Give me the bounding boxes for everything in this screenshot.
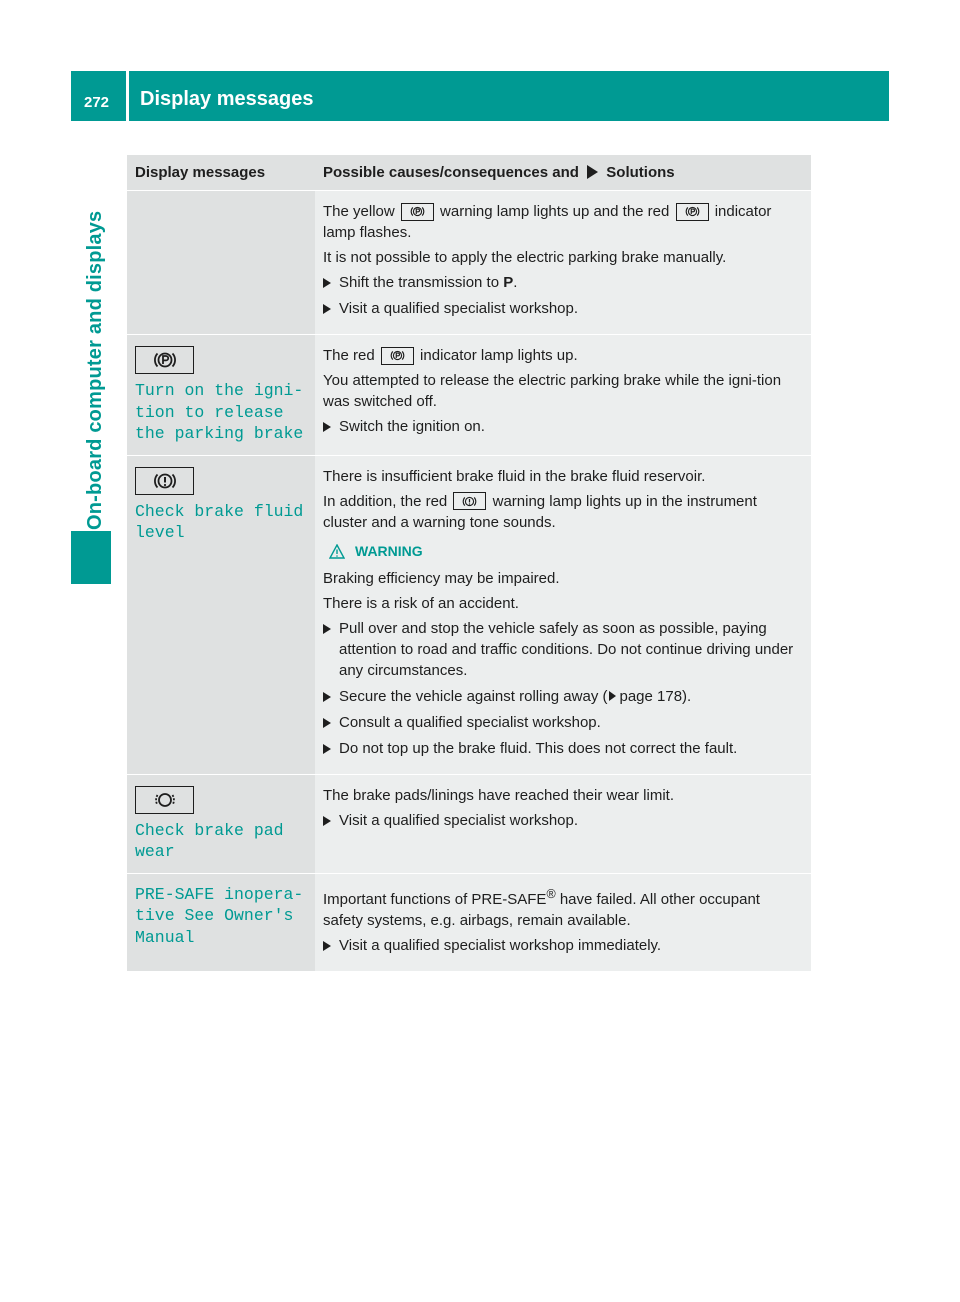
parking-brake-icon <box>676 203 709 221</box>
brake-fluid-icon <box>453 492 486 510</box>
solution-step: Secure the vehicle against rolling away ( page 178). <box>323 686 804 707</box>
table-row <box>127 774 811 873</box>
solution-step: Pull over and stop the vehicle safely as soon as possible, paying attention to road and traffic conditions. Do not continue driving under any circumstances. <box>323 618 804 681</box>
display-message-text: PRE-SAFE inopera- tive See Owner's Manual <box>135 884 304 947</box>
column-header-causes-solutions <box>315 155 811 191</box>
page-title: Display messages <box>140 88 314 110</box>
table-row <box>127 873 811 971</box>
page-reference-icon <box>609 691 616 701</box>
step-arrow-icon <box>323 304 331 314</box>
cause-text: The brake pads/linings have reached their wear limit. <box>323 786 675 804</box>
display-message-text: Check brake fluid level <box>135 501 304 542</box>
warning-triangle-icon <box>329 544 345 559</box>
step-arrow-icon <box>323 744 331 754</box>
page-reference-link[interactable]: page 178). <box>619 687 692 705</box>
solution-step: Consult a qualified specialist workshop. <box>323 712 804 733</box>
section-tab-marker <box>71 531 111 584</box>
table-row <box>127 455 811 774</box>
display-message-cell <box>127 455 315 774</box>
parking-brake-icon <box>401 203 434 221</box>
header-divider <box>126 71 129 121</box>
step-arrow-icon <box>323 624 331 634</box>
step-arrow-icon <box>323 816 331 826</box>
causes-solutions-cell <box>315 455 811 774</box>
brake-pad-wear-icon <box>135 786 194 814</box>
consequence-text: You attempted to release the electric parking brake while the igni-tion was switched off. <box>323 372 782 410</box>
warning-text: There is a risk of an accident. <box>323 594 519 612</box>
parking-brake-icon <box>135 346 194 374</box>
solution-step: Visit a qualified specialist workshop. <box>323 298 804 319</box>
solution-step: Visit a qualified specialist workshop. <box>323 810 804 831</box>
cause-text: The red indicator lamp lights up. <box>323 347 578 364</box>
warning-heading: WARNING <box>323 541 804 562</box>
cause-text: Important functions of PRE-SAFE® have failed. All other occupant safety systems, e.g. airbags, remain available. <box>323 886 760 929</box>
display-message-text: Turn on the igni- tion to release the parking brake <box>135 381 304 443</box>
display-message-cell <box>127 335 315 456</box>
column-header-solutions-text: Solutions <box>606 164 675 181</box>
step-arrow-icon <box>323 718 331 728</box>
display-message-cell <box>127 191 315 335</box>
cause-text: The yellow warning lamp lights up and the red indicator lamp flashes. <box>323 203 772 241</box>
table-row <box>127 335 811 456</box>
causes-solutions-cell <box>315 191 811 335</box>
table-header-row <box>127 155 811 191</box>
consequence-text: It is not possible to apply the electric parking brake manually. <box>323 249 727 266</box>
display-message-cell <box>127 873 315 971</box>
solution-step: Shift the transmission to P. <box>323 272 804 293</box>
display-message-text: Check brake pad wear <box>135 820 284 861</box>
consequence-text: In addition, the red warning lamp lights up in the instrument cluster and a warning tone sounds. <box>323 492 757 531</box>
section-side-label: On-board computer and displays <box>84 210 106 530</box>
warning-text: Braking efficiency may be impaired. <box>323 569 560 587</box>
causes-solutions-cell <box>315 335 811 456</box>
causes-solutions-cell <box>315 774 811 873</box>
solutions-arrow-icon <box>587 165 598 179</box>
solution-step: Do not top up the brake fluid. This does not correct the fault. <box>323 738 804 759</box>
cause-text: There is insufficient brake fluid in the brake fluid reservoir. <box>323 467 706 485</box>
table-row <box>127 191 811 335</box>
step-arrow-icon <box>323 278 331 288</box>
display-messages-table <box>127 155 811 972</box>
column-header-display-messages: Display messages <box>127 155 315 191</box>
causes-solutions-cell <box>315 873 811 971</box>
parking-brake-icon <box>381 347 414 365</box>
brake-fluid-icon <box>135 467 194 495</box>
step-arrow-icon <box>323 941 331 951</box>
step-arrow-icon <box>323 692 331 702</box>
display-message-cell <box>127 774 315 873</box>
page-number: 272 <box>84 94 110 111</box>
column-header-causes-text: Possible causes/consequences and <box>323 164 579 181</box>
step-arrow-icon <box>323 422 331 432</box>
solution-step: Visit a qualified specialist workshop immediately. <box>323 935 804 956</box>
solution-step: Switch the ignition on. <box>323 416 804 437</box>
